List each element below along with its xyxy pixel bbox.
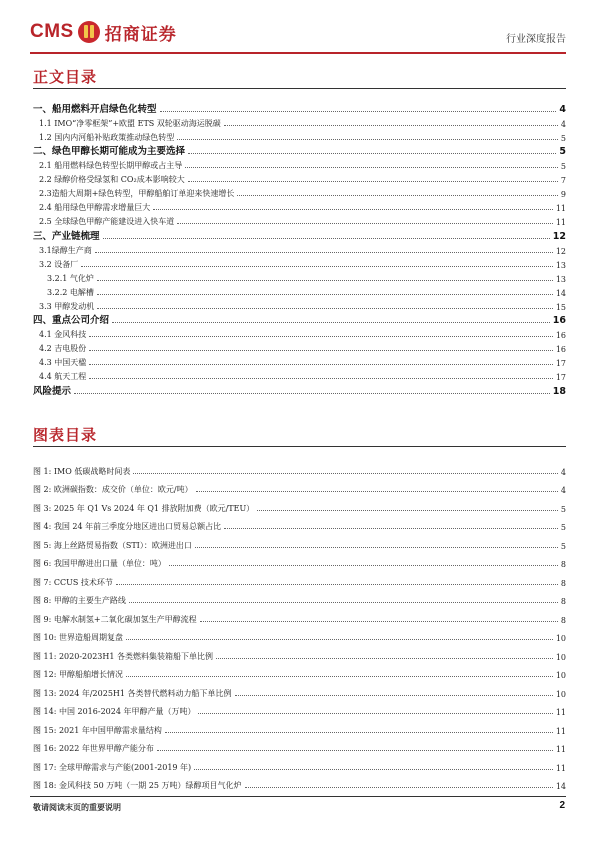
toc-entry-text: 4.2 吉电股份 <box>39 344 87 353</box>
figure-entry[interactable] <box>33 532 566 551</box>
toc-entry-page: 13 <box>555 274 566 284</box>
figure-dot-leader <box>165 731 553 733</box>
figure-entry-text: 图 17: 全球甲醇需求与产能(2001-2019 年) <box>33 762 192 772</box>
toc-entry-page: 11 <box>555 218 566 227</box>
toc-dot-leader <box>103 237 550 239</box>
toc-entry[interactable] <box>33 270 566 284</box>
figure-entry-text: 图 13: 2024 年/2025H1 各类替代燃料动力船下单比例 <box>33 688 232 698</box>
figure-entry[interactable] <box>33 643 566 662</box>
toc-entry-page: 17 <box>555 373 566 382</box>
toc-entry-text: 1.2 国内内河船补贴政策推动绿色转型 <box>39 132 175 142</box>
toc-entry-text: 3.2.2 电解槽 <box>47 287 94 297</box>
toc-dot-leader <box>95 251 553 253</box>
toc-entry-text: 三、产业链梳理 <box>33 230 100 242</box>
figure-dot-leader <box>126 638 553 640</box>
table-of-contents <box>33 100 566 397</box>
toc-entry-text: 3.2 设备厂 <box>39 259 79 269</box>
figure-entry-page: 10 <box>555 671 566 680</box>
page-number: 2 <box>559 800 565 811</box>
toc-entry[interactable] <box>33 185 566 199</box>
toc-dot-leader <box>224 124 558 126</box>
figure-entry-page: 4 <box>560 486 566 495</box>
figure-dot-leader <box>116 583 558 585</box>
figure-entry-text: 图 5: 海上丝路贸易指数（STI）：欧洲进出口 <box>33 540 192 550</box>
figure-entry-text: 图 1: IMO 低碳战略时间表 <box>33 466 131 476</box>
figure-entry-page: 11 <box>555 763 566 773</box>
toc-dot-leader <box>177 222 553 224</box>
toc-entry-page: 9 <box>560 190 566 199</box>
figure-dot-leader <box>245 786 553 788</box>
toc-entry-text: 1.1 IMO“净零框架”+欧盟 ETS 双轮驱动海运脱碳 <box>39 118 221 128</box>
logo-cn-text: 招商证券 <box>104 24 177 45</box>
toc-entry-page: 16 <box>552 315 566 326</box>
figure-entry-page: 5 <box>560 541 566 551</box>
toc-title: 正文目录 <box>33 68 98 86</box>
figure-entry-page: 8 <box>560 597 566 606</box>
figure-dot-leader <box>133 472 558 474</box>
figure-dot-leader <box>196 490 558 492</box>
toc-entry-text: 2.5 全球绿色甲醇产能建设进入快车道 <box>39 217 175 226</box>
toc-entry[interactable] <box>33 143 566 158</box>
toc-entry-text: 3.2.1 气化炉 <box>47 273 94 283</box>
figure-entry[interactable] <box>33 458 566 477</box>
toc-entry[interactable] <box>33 326 566 340</box>
figure-entry[interactable] <box>33 588 566 607</box>
figure-entry[interactable] <box>33 699 566 718</box>
toc-dot-leader <box>188 152 556 154</box>
toc-dot-leader <box>89 363 553 365</box>
figure-entry-page: 4 <box>560 467 566 477</box>
toc-entry-page: 13 <box>555 260 566 270</box>
toc-entry[interactable] <box>33 256 566 270</box>
report-type-label: 行业深度报告 <box>506 34 566 45</box>
toc-entry-page: 11 <box>555 204 566 213</box>
figure-dot-leader <box>224 527 558 529</box>
figure-entry[interactable] <box>33 680 566 699</box>
figure-entry-text: 图 16: 2022 年世界甲醇产能分布 <box>33 744 154 753</box>
toc-entry[interactable] <box>33 129 566 143</box>
header-divider <box>30 52 566 54</box>
toc-entry-text: 四、重点公司介绍 <box>33 315 110 326</box>
toc-dot-leader <box>237 194 557 196</box>
toc-entry[interactable] <box>33 354 566 368</box>
figure-dot-leader <box>216 657 553 659</box>
toc-dot-leader <box>188 180 558 182</box>
toc-dot-leader <box>89 335 553 337</box>
figures-title-divider <box>33 446 566 447</box>
figure-entry-page: 10 <box>555 689 566 699</box>
figure-entry-page: 11 <box>555 726 566 736</box>
toc-entry-text: 二、绿色甲醇长期可能成为主要选择 <box>33 146 186 157</box>
figure-entry-page: 11 <box>555 745 566 754</box>
toc-entry-page: 18 <box>552 385 566 397</box>
logo-emblem-icon <box>78 21 100 43</box>
toc-entry[interactable] <box>33 213 566 227</box>
toc-entry-text: 4.1 金风科技 <box>39 330 87 339</box>
toc-entry[interactable] <box>33 284 566 298</box>
figure-entry-text: 图 9: 电解水制氢+二氧化碳加氢生产甲醇流程 <box>33 614 197 624</box>
figure-dot-leader <box>194 768 553 770</box>
toc-dot-leader <box>89 349 553 351</box>
figure-entry-page: 5 <box>560 504 566 514</box>
toc-entry-text: 2.3造船大周期+绿色转型，甲醇船舶订单迎来快速增长 <box>39 189 235 198</box>
figure-dot-leader <box>157 749 553 751</box>
figure-entry-text: 图 2: 欧洲碳指数：成交价（单位：欧元/吨） <box>33 485 193 494</box>
toc-entry-page: 12 <box>555 246 566 256</box>
toc-entry-page: 5 <box>560 162 566 171</box>
logo-en-text: CMS <box>30 21 74 42</box>
toc-dot-leader <box>74 392 550 394</box>
toc-entry[interactable] <box>33 312 566 327</box>
toc-entry-page: 15 <box>555 302 566 312</box>
toc-entry-text: 2.1 船用燃料绿色转型长期甲醇或占主导 <box>39 161 183 170</box>
toc-dot-leader <box>97 279 553 281</box>
figure-entry-text: 图 10: 世界造船周期复盘 <box>33 633 123 642</box>
figure-dot-leader <box>126 675 553 677</box>
toc-entry[interactable] <box>33 382 566 397</box>
toc-entry-text: 2.2 绿醇价格受绿氢和 CO₂成本影响较大 <box>39 175 185 184</box>
figure-entry[interactable] <box>33 477 566 496</box>
figure-entry[interactable] <box>33 736 566 755</box>
toc-entry-page: 5 <box>560 133 566 143</box>
toc-entry[interactable] <box>33 227 566 242</box>
toc-entry[interactable] <box>33 199 566 213</box>
toc-entry-page: 4 <box>560 119 566 129</box>
toc-entry[interactable] <box>33 100 566 115</box>
toc-dot-leader <box>97 293 553 295</box>
toc-entry-page: 17 <box>555 359 566 368</box>
toc-dot-leader <box>177 138 558 140</box>
figure-entry[interactable] <box>33 551 566 570</box>
toc-entry-text: 4.4 航天工程 <box>39 372 87 381</box>
figure-dot-leader <box>198 712 552 714</box>
figure-entry-page: 8 <box>560 578 566 588</box>
company-logo <box>30 14 177 50</box>
figure-entry-page: 11 <box>555 708 566 717</box>
figure-entry[interactable] <box>33 495 566 514</box>
figure-entry-text: 图 6: 我国甲醇进出口量（单位：吨） <box>33 559 166 568</box>
figure-entry-page: 8 <box>560 615 566 625</box>
footer-divider <box>30 796 566 797</box>
figure-dot-leader <box>235 694 553 696</box>
toc-entry[interactable] <box>33 368 566 382</box>
figure-entry-text: 图 14: 中国 2016-2024 年甲醇产量（万吨） <box>33 707 196 716</box>
toc-entry-page: 5 <box>559 146 566 157</box>
figure-entry-page: 8 <box>560 560 566 569</box>
figure-entry-text: 图 15: 2021 年中国甲醇需求量结构 <box>33 725 162 735</box>
toc-entry-text: 一、船用燃料开启绿色化转型 <box>33 103 157 115</box>
toc-entry-text: 4.3 中国天楹 <box>39 358 87 367</box>
figure-entry-page: 10 <box>555 652 566 662</box>
figure-dot-leader <box>195 546 558 548</box>
figure-entry-page: 10 <box>555 634 566 643</box>
figure-entry-text: 图 7: CCUS 技术环节 <box>33 577 113 587</box>
figure-entry[interactable] <box>33 754 566 773</box>
figures-title: 图表目录 <box>33 426 98 444</box>
toc-entry-text: 风险提示 <box>33 385 72 397</box>
toc-entry[interactable] <box>33 171 566 185</box>
toc-entry-page: 16 <box>555 331 566 340</box>
toc-entry[interactable] <box>33 115 566 129</box>
toc-dot-leader <box>185 166 558 168</box>
toc-title-divider <box>33 88 566 89</box>
figure-entry-text: 图 11: 2020-2023H1 各类燃料集装箱船下单比例 <box>33 651 213 661</box>
figure-entry-text: 图 3: 2025 年 Q1 Vs 2024 年 Q1 排放附加费（欧元/TEU） <box>33 503 255 513</box>
toc-entry[interactable] <box>33 298 566 312</box>
figure-entry[interactable] <box>33 773 566 792</box>
toc-entry[interactable] <box>33 157 566 171</box>
figure-dot-leader <box>200 620 558 622</box>
toc-entry-page: 12 <box>552 230 566 242</box>
figure-entry[interactable] <box>33 569 566 588</box>
figure-dot-leader <box>129 601 558 603</box>
toc-dot-leader <box>89 377 553 379</box>
figure-entry-text: 图 12: 甲醇船舶增长情况 <box>33 670 123 679</box>
figure-entry[interactable] <box>33 514 566 533</box>
toc-entry-text: 3.1绿醇生产商 <box>39 245 92 255</box>
figure-entry-text: 图 8: 甲醇的主要生产路线 <box>33 596 126 605</box>
toc-entry-page: 16 <box>555 345 566 354</box>
figure-entry-text: 图 18: 金风科技 50 万吨（一期 25 万吨）绿醇项目气化炉 <box>33 781 242 790</box>
figure-entry-text: 图 4: 我国 24 年前三季度分地区进出口贸易总额占比 <box>33 522 222 531</box>
figure-entry-page: 14 <box>555 782 566 791</box>
toc-entry-page: 14 <box>555 288 566 298</box>
toc-entry-page: 4 <box>559 103 566 115</box>
figure-list <box>33 458 566 791</box>
figure-entry-page: 5 <box>560 523 566 532</box>
figure-entry[interactable] <box>33 625 566 644</box>
figure-dot-leader <box>169 564 558 566</box>
toc-dot-leader <box>97 307 553 309</box>
toc-entry-text: 2.4 船用绿色甲醇需求增量巨大 <box>39 203 151 212</box>
toc-entry-page: 7 <box>560 176 566 185</box>
figure-entry[interactable] <box>33 606 566 625</box>
toc-entry[interactable] <box>33 340 566 354</box>
toc-entry[interactable] <box>33 242 566 256</box>
toc-dot-leader <box>81 265 553 267</box>
figure-entry[interactable] <box>33 662 566 681</box>
figure-dot-leader <box>257 509 558 511</box>
figure-entry[interactable] <box>33 717 566 736</box>
page-header <box>30 14 566 50</box>
toc-dot-leader <box>153 208 553 210</box>
disclaimer-note: 敬请阅读末页的重要说明 <box>33 803 121 812</box>
toc-dot-leader <box>160 110 557 112</box>
toc-entry-text: 3.3 甲醇发动机 <box>39 301 95 311</box>
toc-dot-leader <box>112 321 550 323</box>
